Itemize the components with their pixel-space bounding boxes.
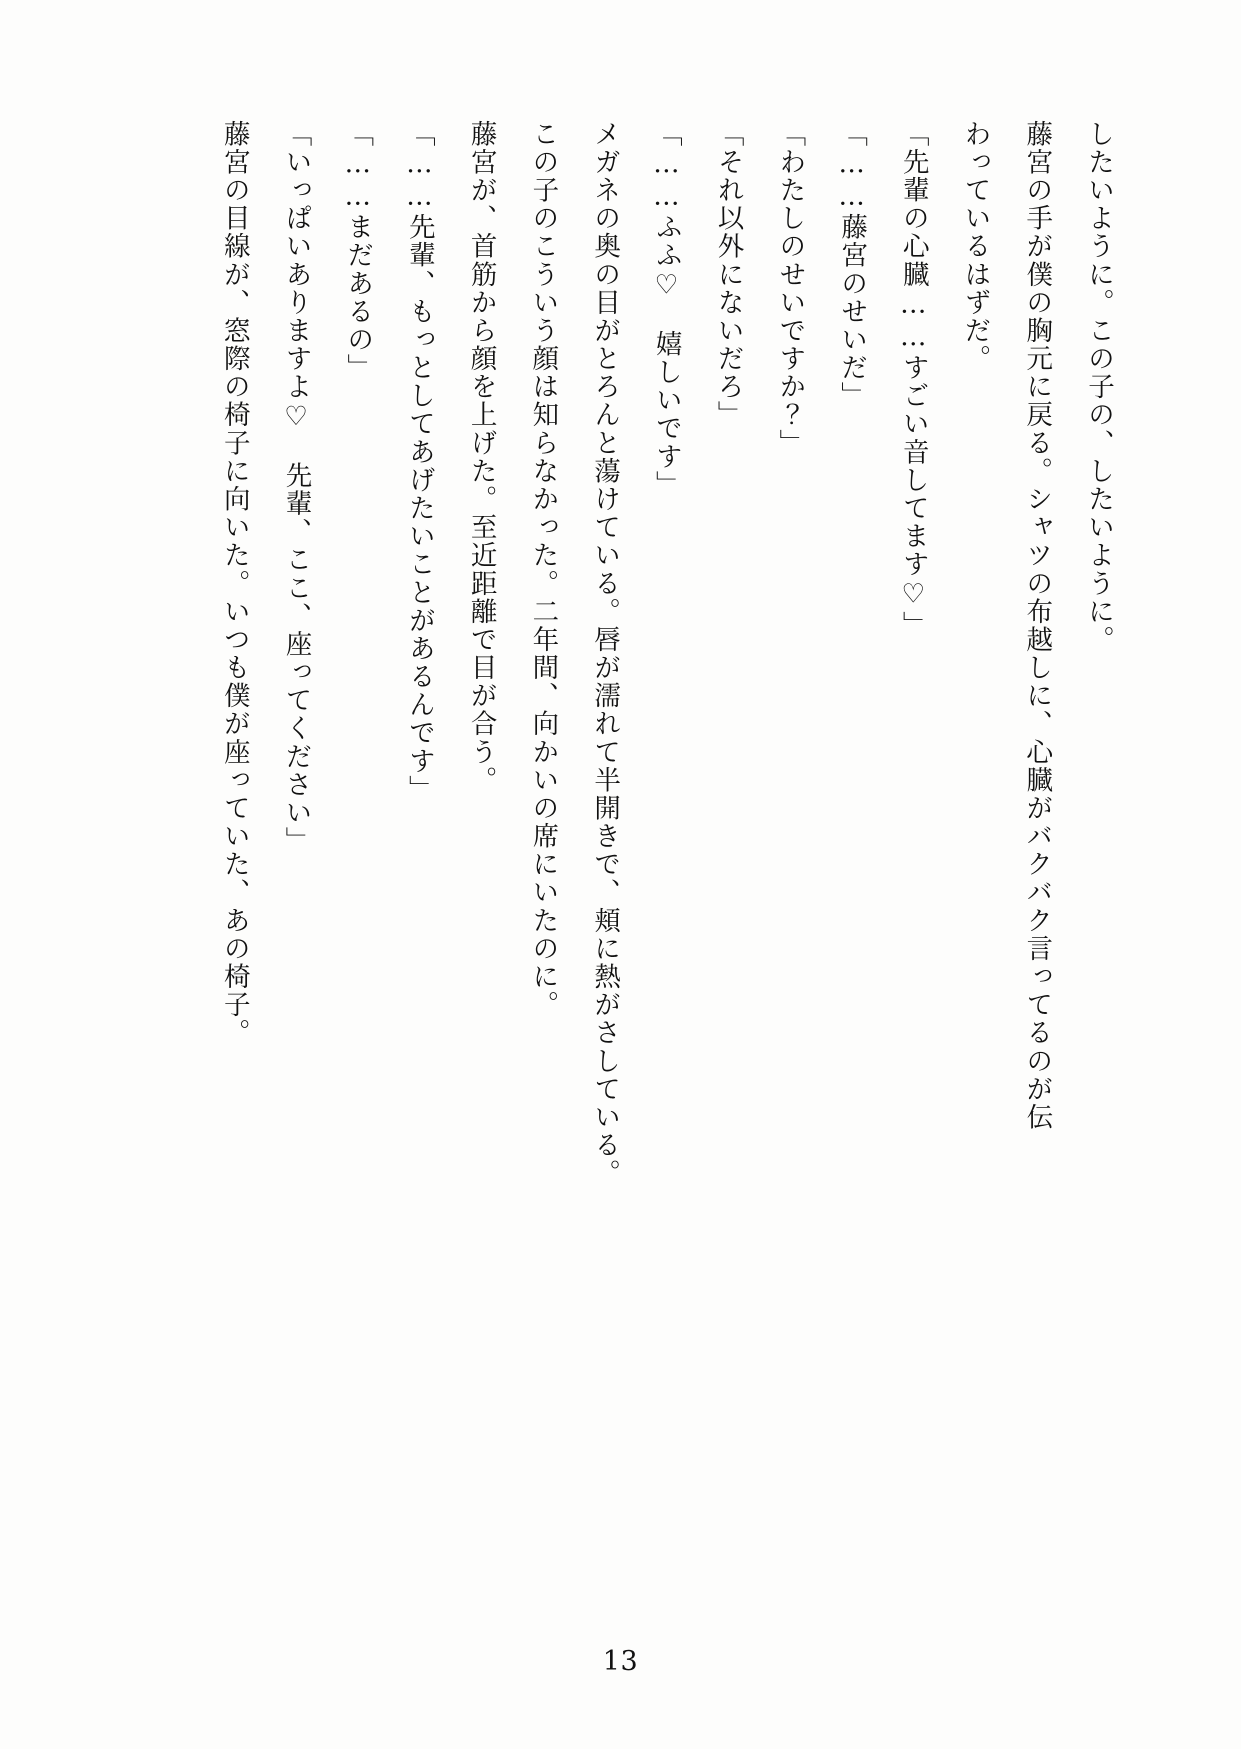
text-line: 藤宮の目線が、窓際の椅子に向いた。いつも僕が座っていた、あの椅子。 [218,120,250,1047]
text-line: 「……先輩、もっとしてあげたいことがあるんです」 [403,120,435,804]
text-line: メガネの奥の目がとろんと蕩けている。唇が濡れて半開きで、頬に熱がさしている。 [589,120,621,1188]
text-line: 「いっぱいありますよ♡ 先輩、ここ、座ってください」 [280,120,312,855]
text-line: 藤宮の手が僕の胸元に戻る。シャツの布越しに、心臓がバクバク言ってるのが伝 [1021,120,1053,1132]
text-line: 藤宮が、首筋から顔を上げた。至近距離で目が合う。 [465,120,497,795]
text-line: したいように。この子の、したいように。 [1083,120,1114,654]
text-line: 「それ以外にないだろ」 [712,120,744,429]
text-line: この子のこういう顔は知らなかった。二年間、向かいの席にいたのに。 [527,120,559,1019]
page-number: 13 [602,1646,639,1677]
text-line: 「……ふふ♡ 嬉しいです」 [650,120,682,499]
text-line: 「わたしのせいですか？」 [774,120,806,458]
text-line: わっているはずだ。 [959,120,991,373]
text-line: 「先輩の心臓……すごい音してます♡」 [897,120,929,640]
text-line: 「……まだあるの」 [342,120,374,382]
vertical-text-body [218,120,1129,1420]
text-line: 「……藤宮のせいだ」 [836,120,868,410]
